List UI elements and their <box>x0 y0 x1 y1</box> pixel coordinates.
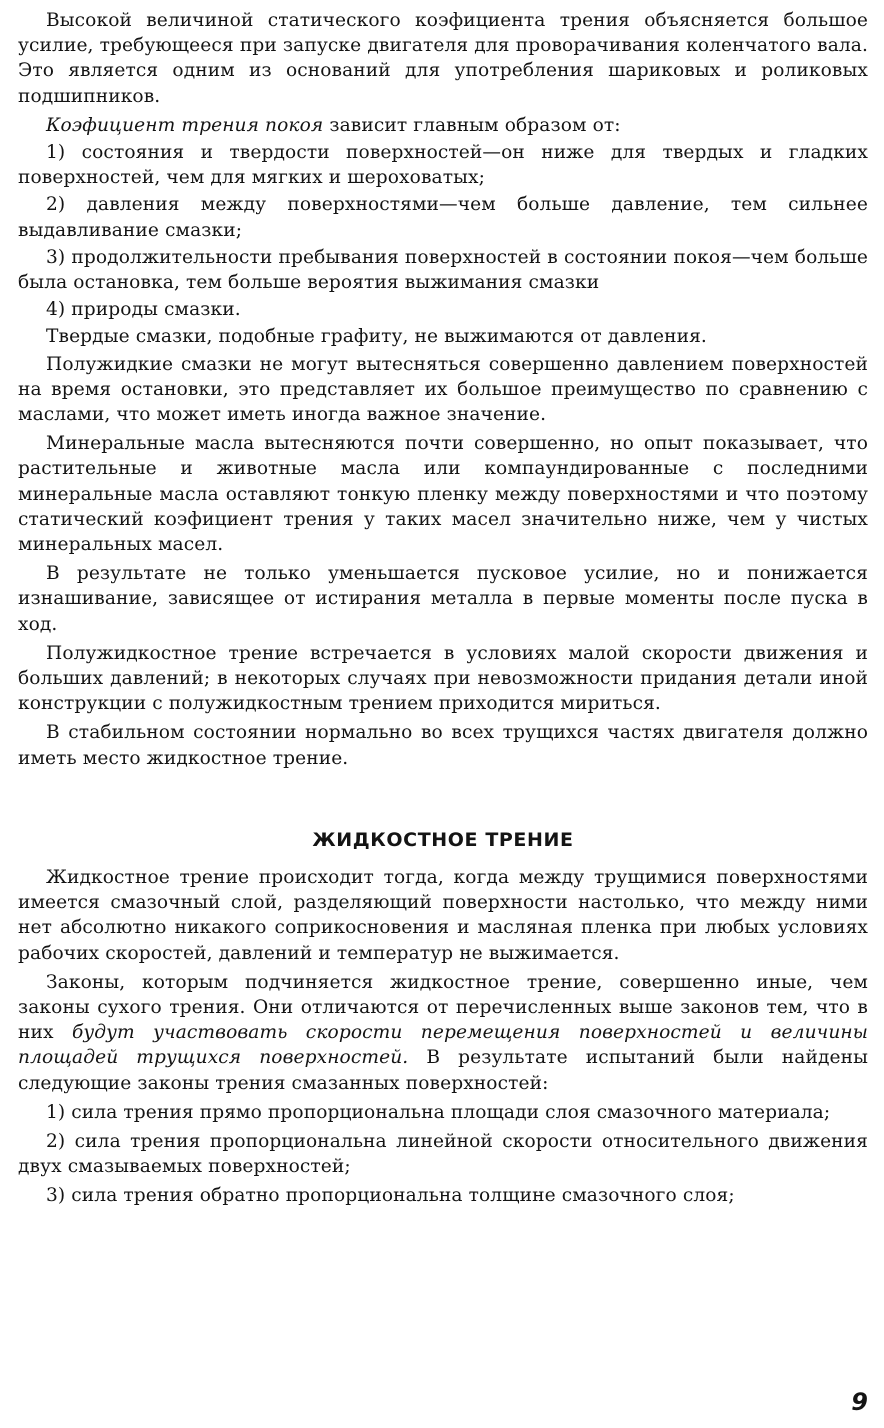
list-item-2 <box>18 192 868 242</box>
list-item-4 <box>18 297 868 322</box>
paragraph-text: Полужидкие смазки не могут вытесняться совершенно давлением поверхностей на время остановки, это представляет их большое преимущество по сравнению с маслами, что может иметь иногда важное значение. <box>18 353 868 426</box>
list-item-text: 1) состояния и твердости поверхностей—он ниже для твердых и гладких поверхностей, чем для мягких и шероховатых; <box>18 142 868 189</box>
paragraph-text: Высокой величиной статического коэфициента трения объясняется большое усилие, требующееся при запуске двигателя для проворачивания коленчатого вала. Это является одним из оснований для употребления шариковых и роликовых подшипников. <box>18 10 868 107</box>
italic-term: Коэфициент трения покоя <box>46 114 324 136</box>
section-heading: ЖИДКОСТНОЕ ТРЕНИЕ <box>312 828 574 851</box>
section-spacer <box>18 775 868 827</box>
paragraph-text: Твердые смазки, подобные графиту, не выжимаются от давления. <box>46 326 707 348</box>
paragraph-text: В стабильном состоянии нормально во всех трущихся частях двигателя должно иметь место жидкостное трение. <box>18 722 868 769</box>
paragraph-stable-state <box>18 720 868 770</box>
law-item-2 <box>18 1129 868 1179</box>
list-item-text: 4) природы смазки. <box>46 299 241 321</box>
paragraph-text: Жидкостное трение происходит тогда, когда между трущимися поверхностями имеется смазочный слой, разделяющий поверхности настолько, что между ними нет абсолютно никакого соприкосновения и масляная пленка при любых условиях рабочих скоростей, давлений и температур не выжимается. <box>18 866 868 964</box>
page-number: 9 <box>851 1388 868 1416</box>
top-section <box>18 8 868 771</box>
document-page <box>18 8 868 1213</box>
law-item-1 <box>18 1100 868 1125</box>
paragraph-liquid-friction-definition <box>18 865 868 966</box>
paragraph-text: Законы, которым подчиняется жидкостное трение, совершенно иные, чем законы сухого трения. Они отличаются от перечисленных выше законов тем, что в них <box>18 971 868 1044</box>
paragraph-result <box>18 561 868 637</box>
paragraph-rest-friction-intro <box>18 113 868 138</box>
list-item-text: 1) сила трения прямо пропорциональна площади слоя смазочного материала; <box>46 1101 831 1123</box>
list-item-3 <box>18 245 868 295</box>
paragraph-semi-liquid-lubricants <box>18 352 868 428</box>
paragraph-text: зависит главным образом от: <box>323 114 621 136</box>
law-item-3 <box>18 1183 868 1208</box>
bottom-section <box>18 865 868 1209</box>
paragraph-laws-intro <box>18 970 868 1096</box>
paragraph-semi-liquid-friction <box>18 641 868 717</box>
list-item-text: 3) продолжительности пребывания поверхностей в состоянии покоя—чем больше была остановка, тем больше вероятия выжимания смазки <box>18 246 868 294</box>
list-item-text: 2) сила трения пропорциональна линейной скорости относительного движения двух смазываемых поверхностей; <box>18 1130 868 1178</box>
italic-phrase: будут участвовать скорости перемещения поверхностей и величины площадей трущихся поверхностей. <box>18 1022 868 1069</box>
paragraph-mineral-oils <box>18 431 868 557</box>
paragraph-text: Полужидкостное трение встречается в условиях малой скорости движения и больших давлений; в некоторых случаях при невозможности придания детали иной конструкции с полужидкостным трением приходится мириться. <box>18 642 868 715</box>
list-item-1 <box>18 140 868 190</box>
list-item-text: 2) давления между поверхностями—чем больше давление, тем сильнее выдавливание смазки; <box>18 194 868 241</box>
paragraph-text: В результате не только уменьшается пусковое усилие, но и понижается изнашивание, зависящее от истирания металла в первые моменты после пуска в ход. <box>18 563 868 635</box>
paragraph-text: Минеральные масла вытесняются почти совершенно, но опыт показывает, что растительные и животные масла или компаундированные с последними минеральные масла оставляют тонкую пленку между поверхностями и что поэтому статический коэфициент трения у таких масел значительно ниже, чем у чистых минеральных масел. <box>18 433 868 556</box>
paragraph-text: В результате испытаний были найдены следующие законы трения смазанных поверхностей: <box>18 1047 868 1094</box>
paragraph-static-friction <box>18 8 868 109</box>
paragraph-solid-lubricants <box>18 324 868 349</box>
list-item-text: 3) сила трения обратно пропорциональна толщине смазочного слоя; <box>46 1185 735 1207</box>
